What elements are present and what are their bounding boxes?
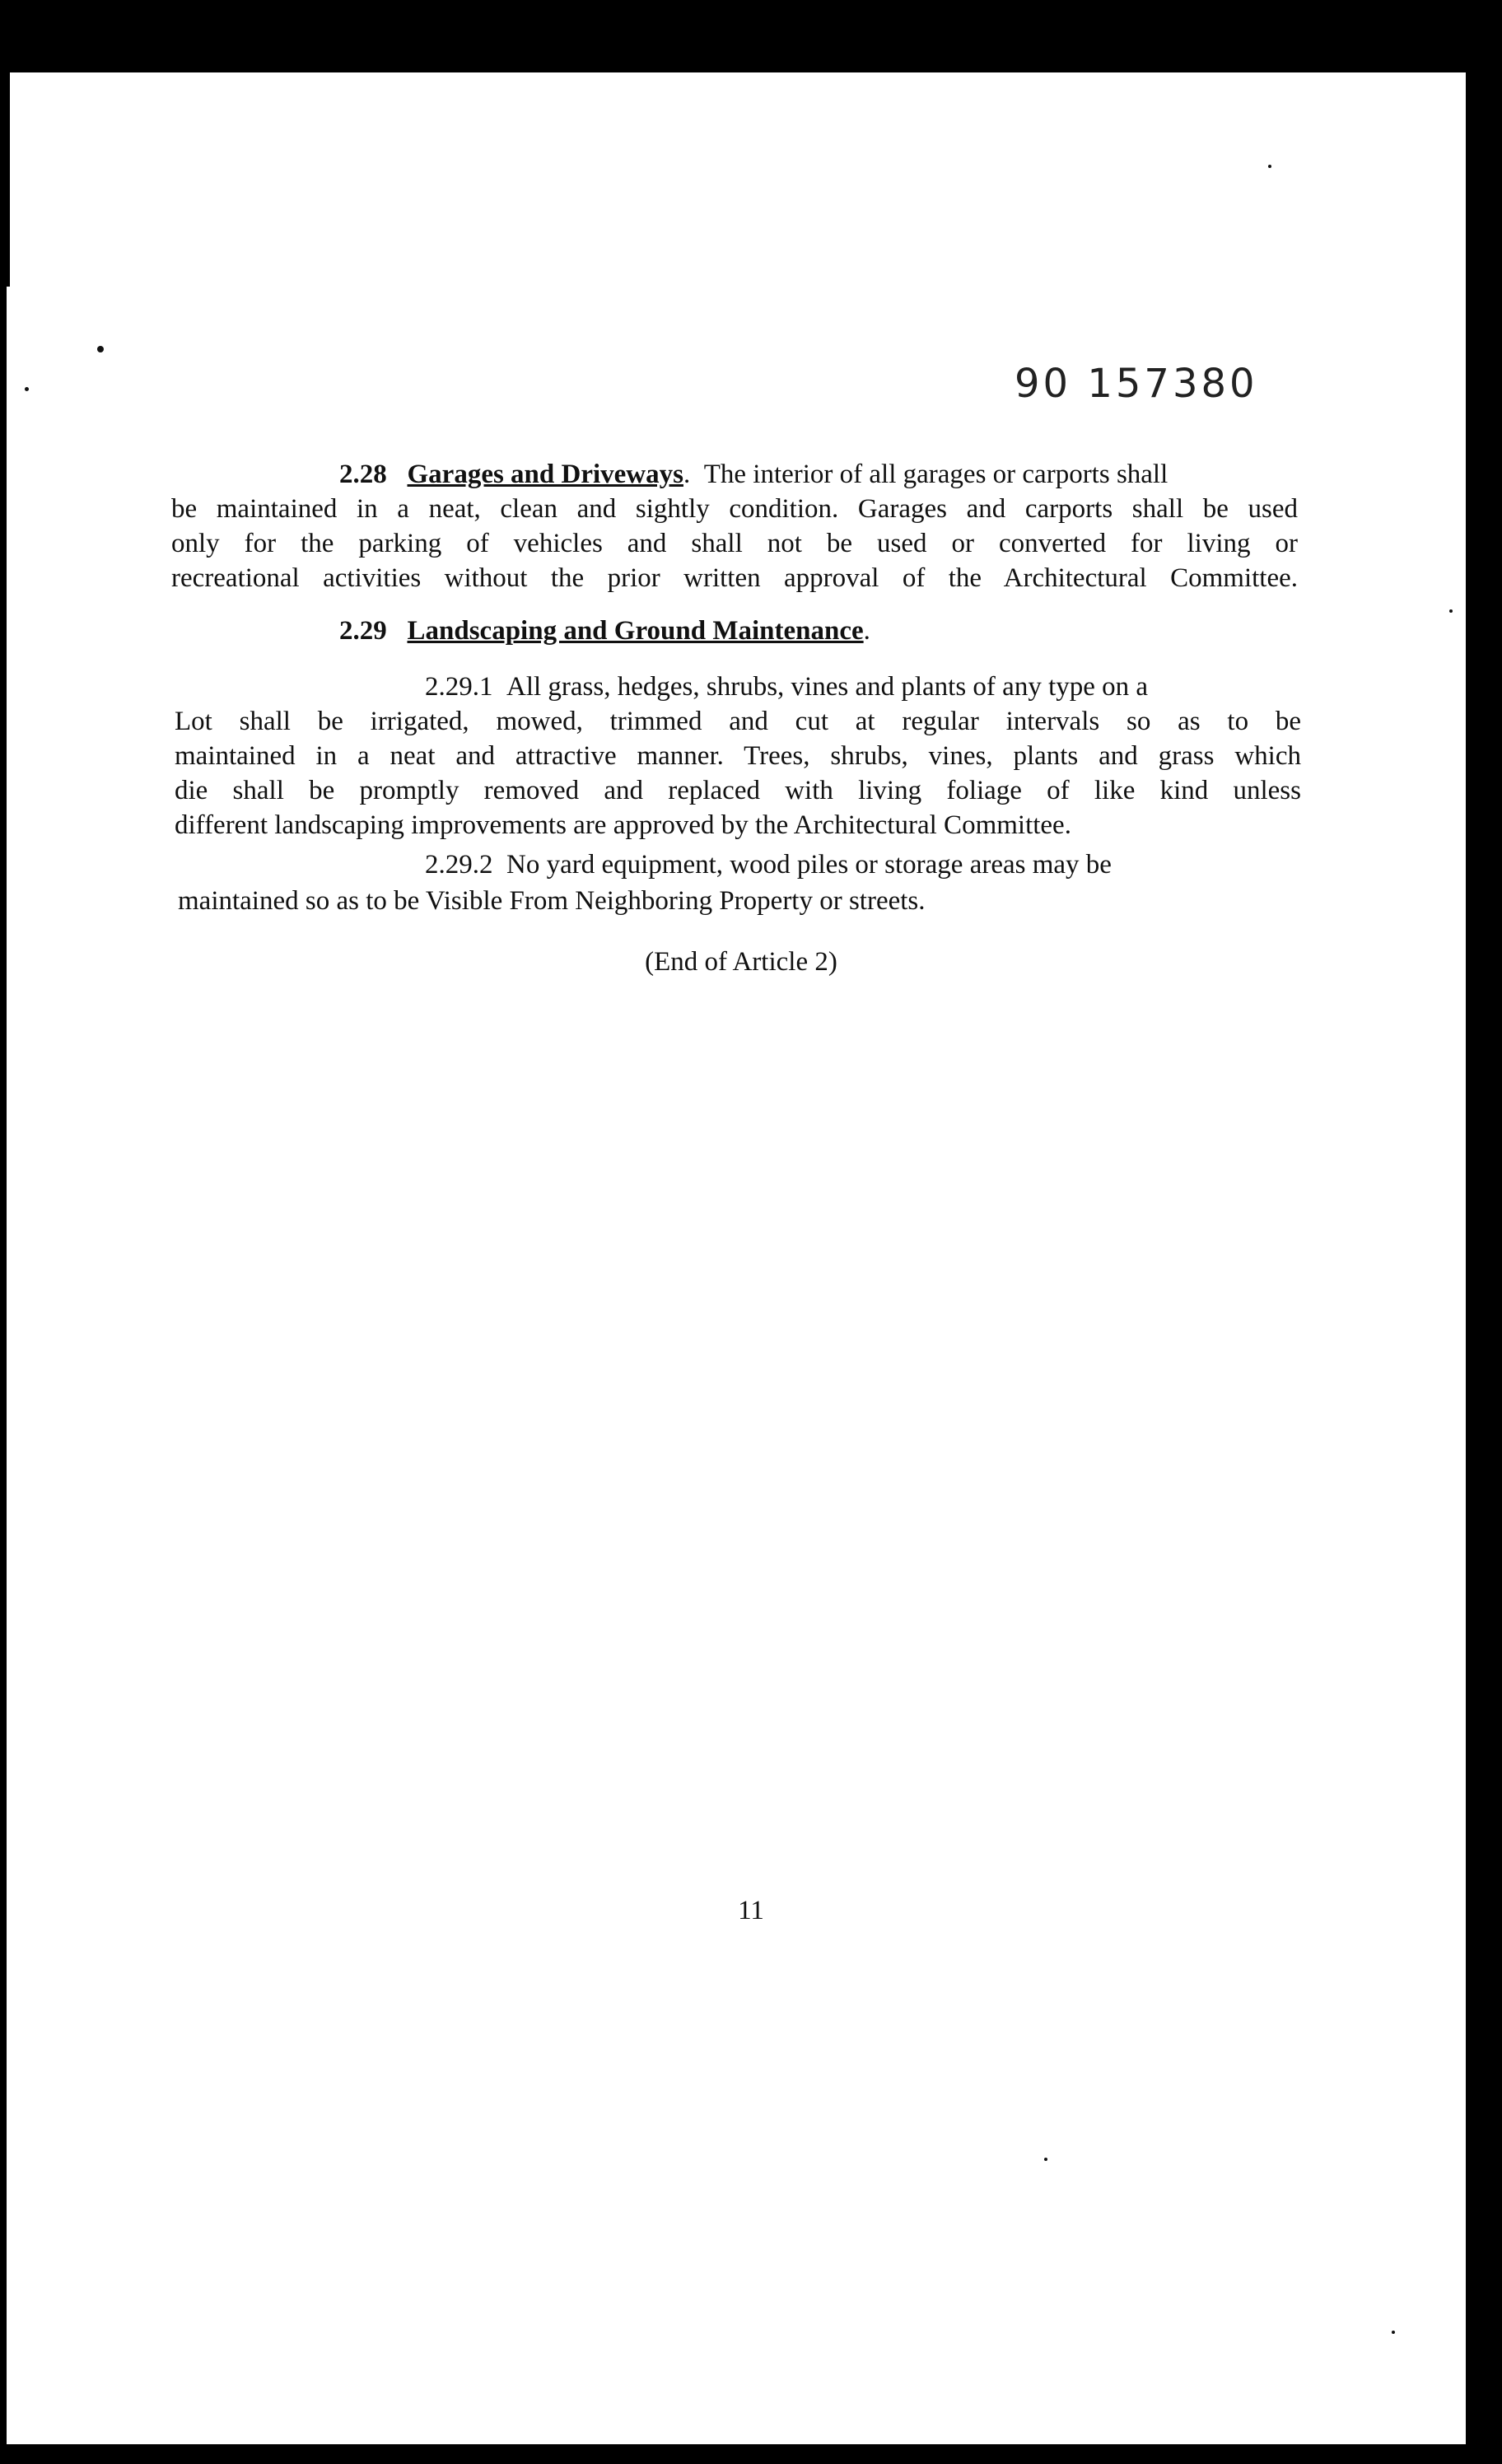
subsection-lead-text: All grass, hedges, shrubs, vines and plants of any type on a: [506, 672, 1149, 702]
section-2-28-line: only for the parking of vehicles and shall not be used or converted for living or: [171, 529, 1298, 558]
end-of-article-note: (End of Article 2): [645, 947, 837, 977]
section-2-28-line: recreational activities without the prior written approval of the Architectural Committee.: [171, 563, 1298, 593]
scan-speck: [25, 387, 29, 391]
subsection-number: 2.29.2: [425, 850, 493, 880]
scan-speck: [1392, 2331, 1395, 2334]
scan-speck: [1044, 2158, 1047, 2161]
section-heading: Landscaping and Ground Maintenance: [407, 616, 864, 646]
document-number-stamp: 90 157380: [1015, 361, 1258, 407]
subsection-lead-text: No yard equipment, wood piles or storage areas may be: [506, 850, 1112, 880]
section-number: 2.28: [339, 460, 387, 489]
page-number: 11: [738, 1896, 764, 1925]
subsection-2-29-1-line: die shall be promptly removed and replaced with living foliage of like kind unless: [175, 776, 1301, 805]
section-2-29-heading-line: [339, 614, 870, 647]
scan-speck: [1449, 609, 1453, 613]
paper-sheet: [7, 72, 1466, 2444]
scan-edge-right: [1469, 2116, 1502, 2446]
section-number: 2.29: [339, 616, 387, 646]
subsection-2-29-1-line: Lot shall be irrigated, mowed, trimmed and cut at regular intervals so as to be: [175, 707, 1301, 736]
subsection-number: 2.29.1: [425, 672, 493, 702]
section-lead-text: The interior of all garages or carports shall: [703, 460, 1168, 489]
scan-edge-left: [0, 72, 10, 287]
subsection-2-29-2-first-line: [425, 848, 1112, 881]
heading-period: .: [683, 460, 691, 489]
scan-speck: [1268, 165, 1271, 168]
subsection-2-29-2-line: maintained so as to be Visible From Neighboring Property or streets.: [178, 886, 926, 916]
subsection-2-29-1-first-line: [425, 670, 1148, 703]
section-2-28-first-line: [339, 458, 1168, 491]
section-2-28-line: be maintained in a neat, clean and sightly condition. Garages and carports shall be used: [171, 494, 1298, 524]
section-heading: Garages and Driveways: [407, 460, 683, 489]
subsection-2-29-1-line: different landscaping improvements are approved by the Architectural Committee.: [175, 810, 1071, 840]
scan-speck: [97, 346, 104, 352]
subsection-2-29-1-line: maintained in a neat and attractive manner. Trees, shrubs, vines, plants and grass which: [175, 741, 1301, 771]
heading-period: .: [863, 616, 870, 646]
